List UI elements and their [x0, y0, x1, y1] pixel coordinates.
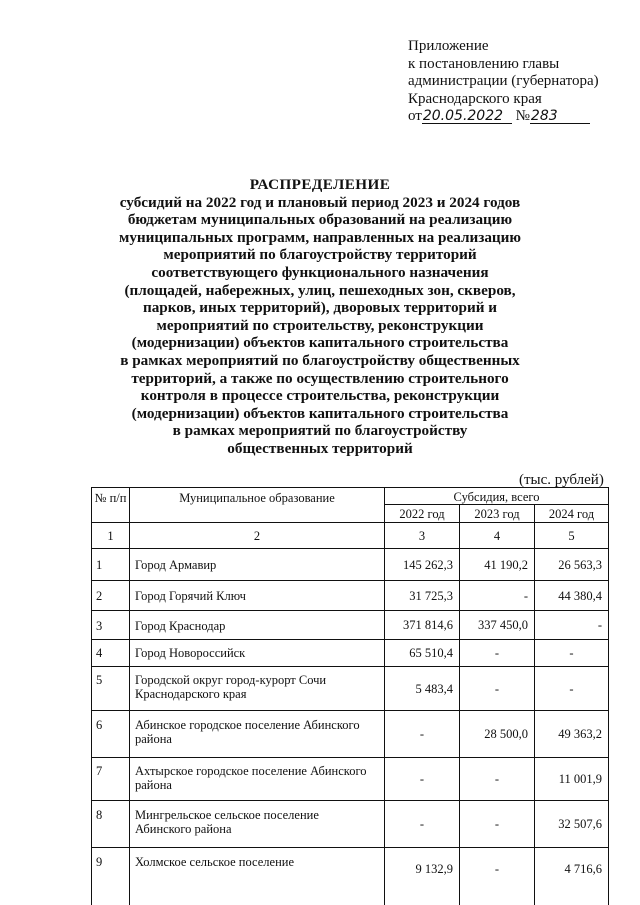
value-2023: 28 500,0	[459, 710, 534, 757]
value-2023: -	[459, 639, 534, 666]
decree-number: 283	[530, 109, 590, 124]
municipality-name: Холмское сельское поселение	[129, 847, 384, 905]
row-number: 2	[91, 580, 129, 610]
row-number: 1	[91, 548, 129, 580]
header-subsidy-group: Субсидия, всего	[384, 487, 609, 504]
number-sign: №	[515, 108, 530, 125]
header-year-2023: 2023 год	[459, 504, 534, 522]
value-2022: 371 814,6	[384, 610, 459, 639]
municipality-name: Мингрельское сельское поселение Абинского района	[129, 800, 384, 847]
title-line: соответствующего функционального назначения	[151, 263, 489, 281]
column-number: 5	[534, 522, 609, 548]
title-line: (модернизации) объектов капитального строительства	[131, 334, 509, 352]
column-number: 2	[129, 522, 384, 548]
municipality-name: Город Армавир	[129, 548, 384, 580]
row-number: 6	[91, 710, 129, 757]
row-number: 5	[91, 666, 129, 710]
value-2024: -	[534, 666, 609, 710]
municipality-name: Город Новороссийск	[129, 639, 384, 666]
appendix-line: Краснодарского края	[408, 90, 542, 107]
value-2022: -	[384, 710, 459, 757]
title-heading: РАСПРЕДЕЛЕНИЕ	[249, 176, 391, 193]
value-2023: 41 190,2	[459, 548, 534, 580]
value-2024: 26 563,3	[534, 548, 609, 580]
appendix-line: администрации (губернатора)	[408, 73, 599, 90]
row-number: 3	[91, 610, 129, 639]
value-2022: 31 725,3	[384, 580, 459, 610]
value-2023: -	[459, 800, 534, 847]
title-line: субсидий на 2022 год и плановый период 2023 и 2024 годов	[119, 193, 521, 211]
value-2022: -	[384, 800, 459, 847]
value-2024: 4 716,6	[534, 847, 609, 905]
row-number: 7	[91, 757, 129, 800]
title-line: (площадей, набережных, улиц, пешеходных зон, скверов,	[124, 281, 516, 299]
date-prefix: от	[408, 108, 422, 125]
column-number: 3	[384, 522, 459, 548]
appendix-date-line	[408, 108, 636, 126]
value-2022: 145 262,3	[384, 548, 459, 580]
value-2024: 11 001,9	[534, 757, 609, 800]
title-line: в рамках мероприятий по благоустройству общественных	[120, 351, 520, 369]
title-line: в рамках мероприятий по благоустройству	[172, 422, 468, 440]
value-2022: -	[384, 757, 459, 800]
title-line: (модернизации) объектов капитального строительства	[131, 404, 509, 422]
municipality-name: Ахтырское городское поселение Абинского района	[129, 757, 384, 800]
title-line: мероприятий по строительству, реконструкции	[156, 316, 484, 334]
header-year-2024: 2024 год	[534, 504, 609, 522]
value-2022: 9 132,9	[384, 847, 459, 905]
value-2024: 32 507,6	[534, 800, 609, 847]
value-2023: -	[459, 666, 534, 710]
title-line: контроля в процессе строительства, реконструкции	[140, 387, 500, 405]
header-municipality: Муниципальное образование	[129, 487, 384, 522]
value-2024: 49 363,2	[534, 710, 609, 757]
subsidy-table	[91, 487, 609, 905]
value-2023: 337 450,0	[459, 610, 534, 639]
value-2023: -	[459, 757, 534, 800]
document-title	[92, 176, 548, 458]
value-2023: -	[459, 847, 534, 905]
row-number: 4	[91, 639, 129, 666]
column-number: 1	[91, 522, 129, 548]
municipality-name: Город Горячий Ключ	[129, 580, 384, 610]
value-2024: -	[534, 639, 609, 666]
appendix-block	[408, 38, 636, 126]
appendix-line: Приложение	[408, 38, 489, 54]
value-2023: -	[459, 580, 534, 610]
title-line: парков, иных территорий), дворовых территорий и	[142, 299, 498, 317]
decree-date: 20.05.2022	[422, 109, 512, 124]
header-number: № п/п	[91, 487, 129, 522]
title-line: территорий, а также по осуществлению строительного	[131, 369, 509, 387]
value-2022: 65 510,4	[384, 639, 459, 666]
row-number: 9	[91, 847, 129, 905]
appendix-line: к постановлению главы	[408, 55, 560, 72]
municipality-name: Городской округ город-курорт Сочи Краснодарского края	[129, 666, 384, 710]
column-number: 4	[459, 522, 534, 548]
title-line: мероприятий по благоустройству территорий	[163, 246, 477, 264]
unit-label: (тыс. рублей)	[519, 472, 604, 488]
row-number: 8	[91, 800, 129, 847]
municipality-name: Абинское городское поселение Абинского района	[129, 710, 384, 757]
header-year-2022: 2022 год	[384, 504, 459, 522]
municipality-name: Город Краснодар	[129, 610, 384, 639]
value-2022: 5 483,4	[384, 666, 459, 710]
value-2024: -	[534, 610, 609, 639]
title-line: муниципальных программ, направленных на реализацию	[118, 228, 522, 246]
value-2024: 44 380,4	[534, 580, 609, 610]
title-line: бюджетам муниципальных образований на реализацию	[127, 211, 513, 229]
title-line: общественных территорий	[227, 439, 413, 457]
